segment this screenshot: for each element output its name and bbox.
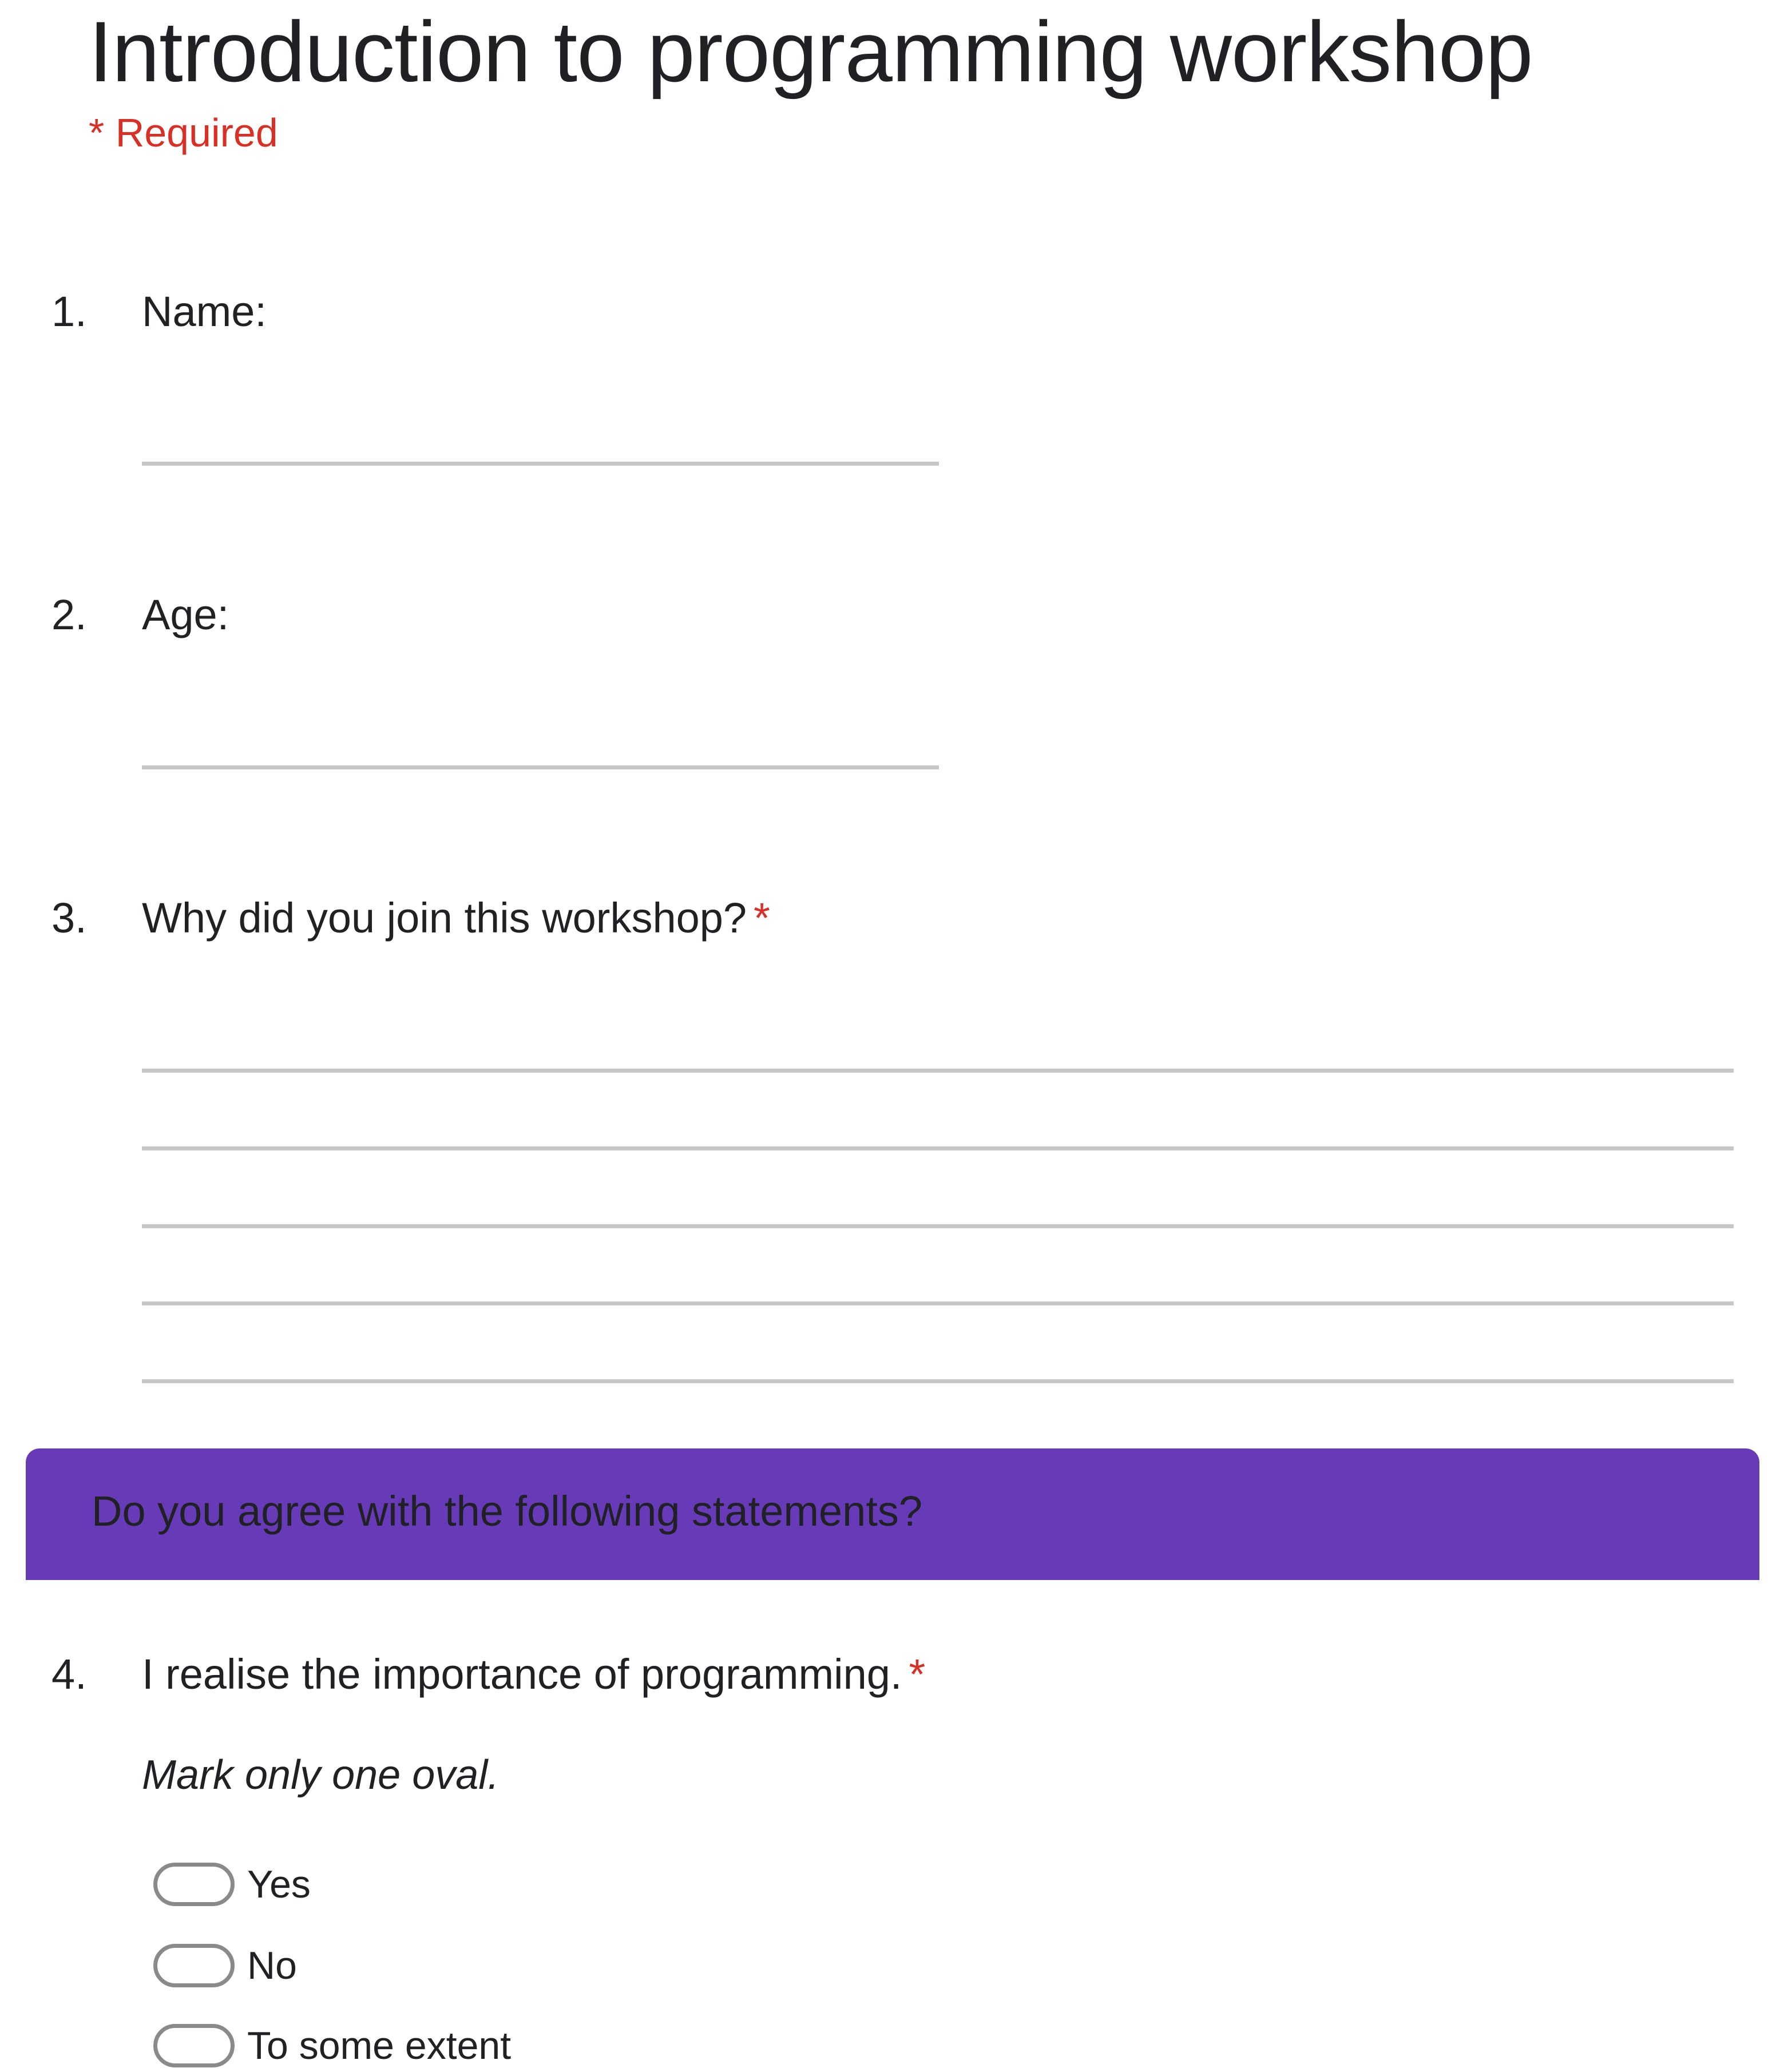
question-3-label <box>142 892 770 944</box>
question-3-number: 3. <box>51 894 87 942</box>
answer-line <box>142 1379 1734 1383</box>
question-1-label: Name: <box>142 288 267 335</box>
required-asterisk: * <box>754 894 770 942</box>
option-label: Yes <box>247 1863 311 1906</box>
question-4-label <box>142 1649 925 1700</box>
section-header <box>26 1448 1759 1580</box>
question-3-text: Why did you join this workshop? <box>142 894 747 942</box>
radio-oval[interactable] <box>153 1863 235 1906</box>
form-title: Introduction to programming workshop <box>89 3 1533 100</box>
required-asterisk: * <box>909 1650 926 1698</box>
question-4-text: I realise the importance of programming. <box>142 1650 902 1698</box>
option-no[interactable] <box>153 1939 297 1992</box>
answer-line <box>142 1224 1734 1228</box>
section-title: Do you agree with the following statements? <box>92 1487 923 1535</box>
required-note: * Required <box>89 110 278 155</box>
option-label: To some extent <box>247 2024 512 2067</box>
radio-oval[interactable] <box>153 1944 235 1987</box>
radio-oval[interactable] <box>153 2024 235 2067</box>
question-4-instruction: Mark only one oval. <box>142 1752 500 1798</box>
age-input[interactable] <box>142 765 939 769</box>
option-label: No <box>247 1944 297 1987</box>
answer-line <box>142 1146 1734 1150</box>
answer-line <box>142 1301 1734 1305</box>
option-to-some-extent[interactable] <box>153 2019 511 2072</box>
question-4-number: 4. <box>51 1650 87 1698</box>
name-input[interactable] <box>142 462 939 466</box>
question-2-label: Age: <box>142 591 229 638</box>
option-yes[interactable] <box>153 1858 311 1911</box>
question-1-number: 1. <box>51 288 87 335</box>
answer-line <box>142 1069 1734 1073</box>
question-2-number: 2. <box>51 591 87 638</box>
